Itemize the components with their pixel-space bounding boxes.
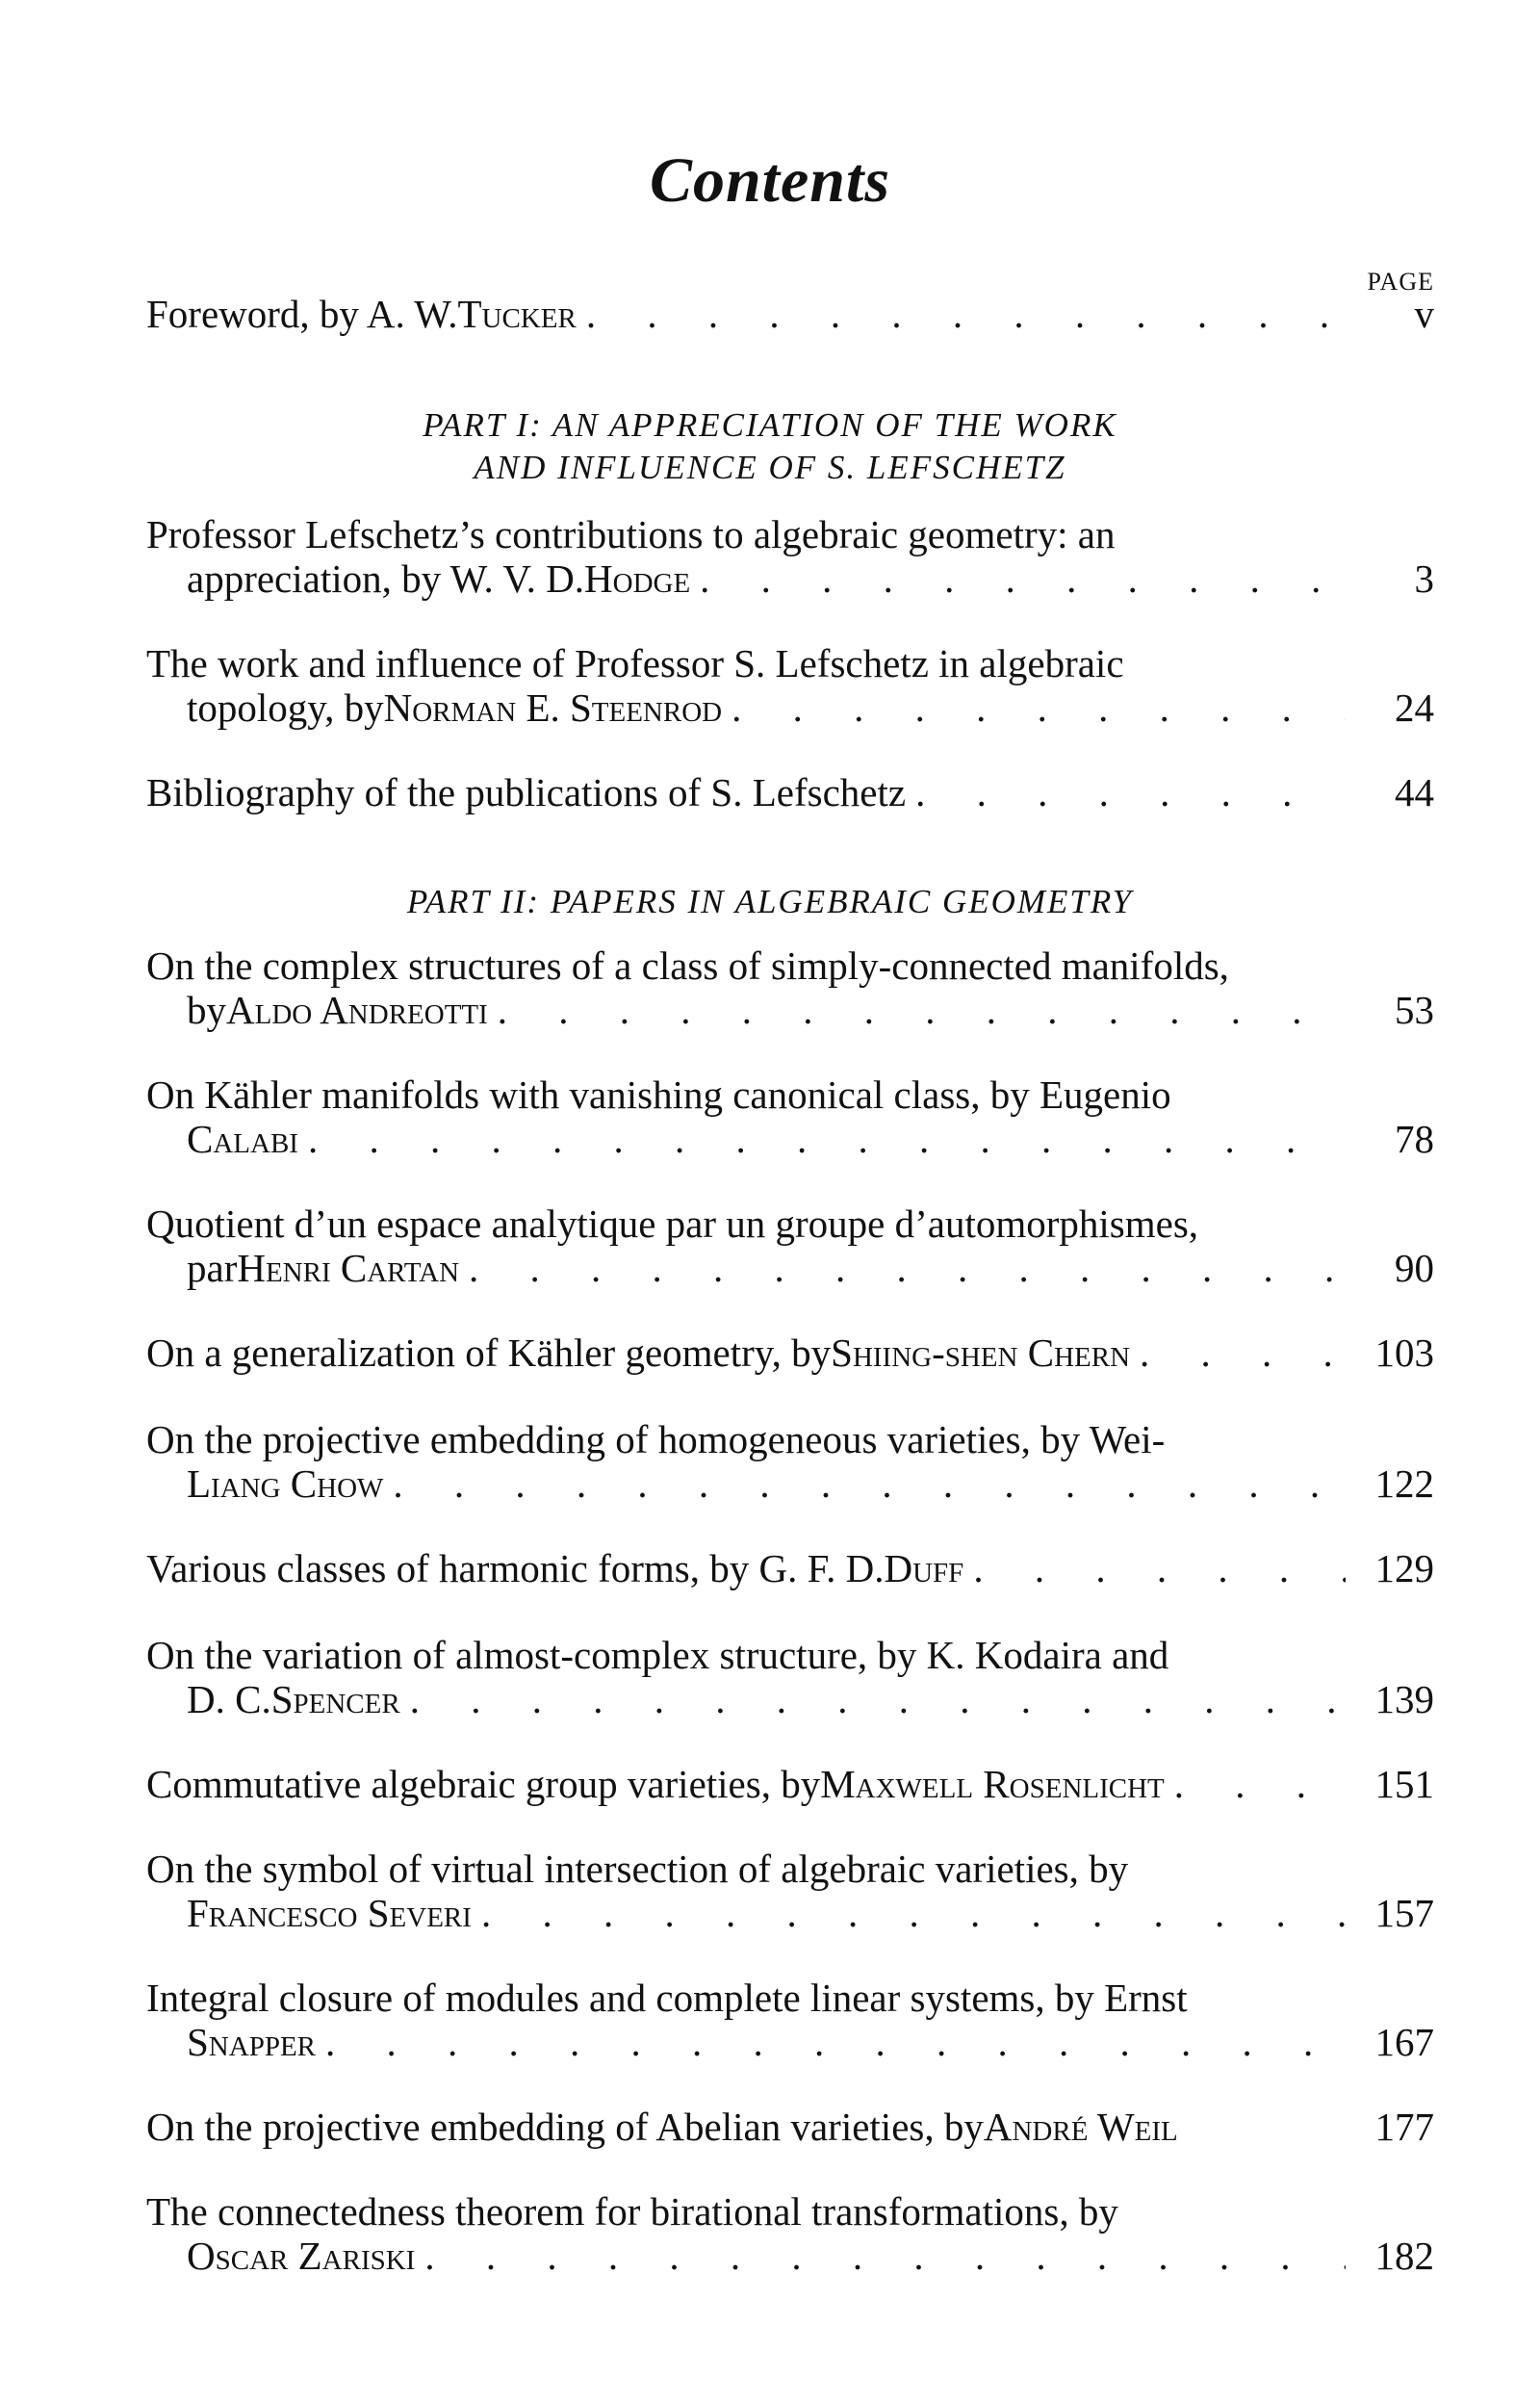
dot-leader <box>722 685 1346 730</box>
entry-page: 177 <box>1374 2105 1434 2149</box>
entry-page: 167 <box>1374 2020 1434 2064</box>
entry-author: Maxwell Rosenlicht <box>820 1762 1165 1806</box>
toc-entry[interactable] <box>146 1072 1434 1161</box>
dot-leader <box>400 1677 1346 1721</box>
part-heading-2: PART II: PAPERS IN ALGEBRAIC GEOMETRY <box>406 883 1134 920</box>
entry-page: 157 <box>1374 1891 1434 1935</box>
entry-author: Hodge <box>584 556 691 601</box>
toc-entry[interactable] <box>146 2189 1434 2278</box>
entry-author: Calabi <box>187 1117 298 1161</box>
entry-author: Henri Cartan <box>237 1246 460 1290</box>
dot-leader <box>316 2020 1346 2064</box>
entry-line: On the complex structures of a class of simply-connected manifolds, <box>146 943 1229 988</box>
toc-entry[interactable]: Professor Lefschetz’s contributions to algebraic geometry: an appreciation, by W. V. D. Hodge . . . 3 <box>146 512 1434 601</box>
dot-leader <box>383 1461 1346 1506</box>
entry-page: 122 <box>1374 1461 1434 1506</box>
entry-line: The work and influence of Professor S. Lefschetz in algebraic <box>146 641 1124 685</box>
entry-line: Integral closure of modules and complete linear systems, by Ernst <box>146 1976 1188 2020</box>
entry-line: Quotient d’un espace analytique par un groupe d’automorphismes, <box>146 1202 1199 1246</box>
dot-leader <box>577 292 1346 336</box>
entry-page: 24 <box>1395 685 1434 730</box>
dot-leader <box>488 988 1346 1032</box>
toc-entry[interactable]: Bibliography of the publications of S. Lefschetz . . . 44 <box>146 770 1434 814</box>
dot-leader <box>906 770 1346 814</box>
part-heading-1: PART I: AN APPRECIATION OF THE WORK AND INFLUENCE OF S. LEFSCHETZ <box>423 406 1117 486</box>
toc-entry[interactable]: Various classes of harmonic forms, by G. F. D. Duff . . . 129 <box>146 1546 1434 1590</box>
toc-entry[interactable] <box>146 1417 1434 1506</box>
toc-entry[interactable]: On a generalization of Kähler geometry, by Shiing-shen Chern . . . 103 <box>146 1331 1434 1375</box>
dot-leader <box>1165 1762 1346 1806</box>
entry-page: 129 <box>1374 1546 1434 1590</box>
entry-author: Spencer <box>270 1677 400 1721</box>
entry-text: Foreword, by A. W. <box>146 292 458 336</box>
toc-entry[interactable]: On the complex structures of a class of simply-connected manifolds, by Aldo Andreotti . . . 53 <box>146 943 1434 1032</box>
entry-line: On the projective embedding of homogeneous varieties, by Wei- <box>146 1417 1166 1461</box>
entry-author: Liang Chow <box>187 1461 384 1506</box>
dot-leader <box>472 1891 1346 1935</box>
entry-page: 3 <box>1414 556 1434 601</box>
dot-leader <box>459 1246 1346 1290</box>
entry-page: v <box>1414 292 1434 336</box>
dot-leader <box>1130 1331 1346 1375</box>
entry-line: On Kähler manifolds with vanishing canonical class, by Eugenio <box>146 1072 1171 1117</box>
entry-page: 139 <box>1374 1677 1434 1721</box>
entry-page: 151 <box>1374 1762 1434 1806</box>
entry-page: 78 <box>1395 1117 1434 1161</box>
entry-page: 44 <box>1395 770 1434 814</box>
entry-author: Tucker <box>457 292 577 336</box>
toc-entry[interactable]: Commutative algebraic group varieties, by Maxwell Rosenlicht . . . 151 <box>146 1762 1434 1806</box>
dot-leader <box>415 2234 1346 2278</box>
entry-author: Snapper <box>187 2020 317 2064</box>
dot-leader <box>963 1546 1346 1590</box>
entry-author: Francesco Severi <box>187 1891 472 1935</box>
toc-entry[interactable]: The work and influence of Professor S. Lefschetz in algebraic topology, by Norman E. Steenrod . . . 24 <box>146 641 1434 730</box>
entry-line: The connectedness theorem for birational transformations, by <box>146 2189 1118 2234</box>
entry-line: On the variation of almost-complex structure, by K. Kodaira and <box>146 1633 1169 1677</box>
toc-entry[interactable]: On the variation of almost-complex structure, by K. Kodaira and D. C. Spencer . . . 139 <box>146 1633 1434 1721</box>
page-title: Contents <box>649 145 891 216</box>
toc-entry[interactable]: Quotient d’un espace analytique par un groupe d’automorphismes, par Henri Cartan . . . 90 <box>146 1202 1434 1290</box>
entry-page: 90 <box>1395 1246 1434 1290</box>
entry-page: 182 <box>1374 2234 1434 2278</box>
entry-line: Professor Lefschetz’s contributions to algebraic geometry: an <box>146 512 1116 556</box>
entry-author: Shiing-shen Chern <box>831 1331 1131 1375</box>
entry-author: Norman E. Steenrod <box>383 685 723 730</box>
entry-author: Duff <box>884 1546 964 1590</box>
entry-page: 103 <box>1374 1331 1434 1375</box>
toc-entry[interactable]: On the projective embedding of Abelian varieties, by André Weil 177 <box>146 2105 1434 2149</box>
dot-leader <box>298 1117 1346 1161</box>
dot-leader <box>690 556 1346 601</box>
entry-page: 53 <box>1395 988 1434 1032</box>
entry-author: Oscar Zariski <box>187 2234 416 2278</box>
page-column-header: PAGE <box>1367 268 1434 296</box>
toc-entry-foreword[interactable] <box>146 292 1434 336</box>
toc-entry[interactable] <box>146 1847 1434 1935</box>
entry-author: André Weil <box>983 2105 1178 2149</box>
entry-author: Aldo Andreotti <box>226 988 488 1032</box>
entry-line: On the symbol of virtual intersection of algebraic varieties, by <box>146 1847 1129 1891</box>
toc-entry[interactable] <box>146 1976 1434 2064</box>
